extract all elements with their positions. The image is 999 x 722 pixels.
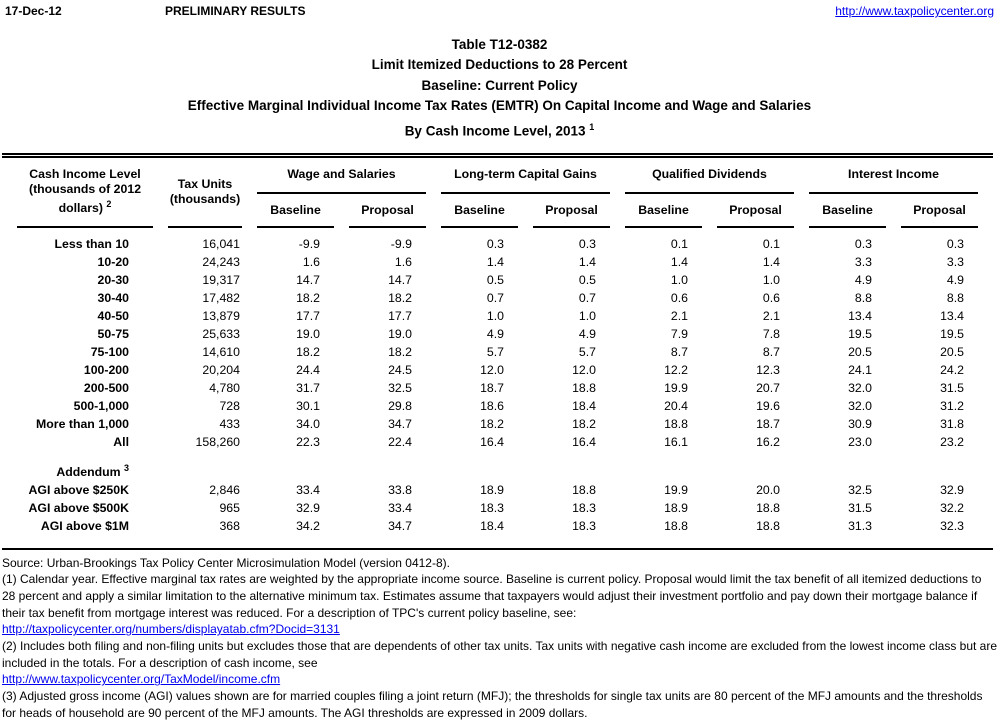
preliminary-results-label: PRELIMINARY RESULTS (165, 4, 306, 18)
value-cell: 12.3 (756, 362, 780, 377)
value-cell: 18.9 (480, 482, 504, 497)
value-cell: 18.2 (296, 290, 320, 305)
value-cell: 18.2 (388, 344, 412, 359)
spacer-row (17, 535, 978, 548)
value-cell: 20.0 (756, 482, 780, 497)
value-cell: 25,633 (202, 326, 240, 341)
value-cell: 12.2 (664, 362, 688, 377)
subheader-baseline: Baseline (257, 194, 334, 228)
value-cell: 16.4 (572, 434, 596, 449)
subheader-proposal: Proposal (901, 194, 978, 228)
value-cell: 728 (219, 398, 240, 413)
title-block (0, 35, 999, 142)
table-row (17, 325, 978, 343)
value-cell: 16.1 (664, 434, 688, 449)
row-label: 50-75 (97, 326, 129, 341)
value-cell: 8.8 (946, 290, 964, 305)
value-cell: 31.5 (940, 380, 964, 395)
value-cell: 24.5 (388, 362, 412, 377)
value-cell: 14.7 (388, 272, 412, 287)
value-cell: 0.7 (578, 290, 596, 305)
value-cell: 4,780 (209, 380, 240, 395)
row-label: AGI above $500K (28, 500, 129, 515)
value-cell: 7.8 (762, 326, 780, 341)
value-cell: 18.2 (388, 290, 412, 305)
table-row (17, 343, 978, 361)
value-cell: 0.6 (762, 290, 780, 305)
group-header-capital-gains: Long-term Capital Gains (441, 158, 610, 194)
value-cell: 18.8 (572, 380, 596, 395)
value-cell: 18.2 (480, 416, 504, 431)
group-header-qualified-dividends: Qualified Dividends (625, 158, 794, 194)
value-cell: 3.3 (946, 254, 964, 269)
value-cell: 19.9 (664, 482, 688, 497)
value-cell: 2.1 (762, 308, 780, 323)
footnote-1: (1) Calendar year. Effective marginal tax rates are weighted by the appropriate income source. Baseline is current policy. Proposal would limit the tax benefit of all itemized deductions to 28 percent and apply a similar limitation to the alternative minimum tax. Estimates assume that taxpayers would adjust their investment portfolio and pay down their mortgage balance if their tax benefit from mortgage interest was reduced. For a description of TPC's current policy baseline, see: (2, 572, 982, 620)
source-note: Source: Urban-Brookings Tax Policy Center Microsimulation Model (version 0412-8). (2, 555, 450, 570)
value-cell: 31.8 (940, 416, 964, 431)
value-cell: 0.5 (578, 272, 596, 287)
value-cell: 18.4 (572, 398, 596, 413)
value-cell: 32.2 (940, 500, 964, 515)
table-row (17, 481, 978, 499)
value-cell: 2.1 (670, 308, 688, 323)
row-label: 500-1,000 (73, 398, 129, 413)
value-cell: 19.9 (664, 380, 688, 395)
value-cell: 433 (219, 416, 240, 431)
value-cell: 34.2 (296, 518, 320, 533)
value-cell: 18.8 (756, 518, 780, 533)
value-cell: 2,846 (209, 482, 240, 497)
value-cell: 368 (219, 518, 240, 533)
value-cell: 24.2 (940, 362, 964, 377)
sub-header-row (17, 194, 978, 228)
cash-income-description-link[interactable]: http://www.taxpolicycenter.org/TaxModel/income.cfm (2, 672, 281, 687)
value-cell: -9.9 (298, 236, 320, 251)
value-cell: 965 (219, 500, 240, 515)
value-cell: 18.3 (480, 500, 504, 515)
value-cell: 0.1 (670, 236, 688, 251)
value-cell: 23.2 (940, 434, 964, 449)
value-cell: 30.1 (296, 398, 320, 413)
value-cell: 1.4 (486, 254, 504, 269)
table-row (17, 235, 978, 253)
value-cell: 12.0 (572, 362, 596, 377)
group-header-row (17, 158, 978, 194)
value-cell: 0.7 (486, 290, 504, 305)
col-header-tax-units: Tax Units (thousands) (168, 158, 242, 228)
row-label: AGI above $250K (28, 482, 129, 497)
value-cell: 0.5 (486, 272, 504, 287)
value-cell: 0.3 (946, 236, 964, 251)
addendum-label: Addendum $^3$ (56, 463, 129, 480)
footnote-ref-1: 1 (589, 121, 595, 132)
value-cell: 8.8 (854, 290, 872, 305)
group-header-interest-income: Interest Income (809, 158, 978, 194)
value-cell: 24,243 (202, 254, 240, 269)
value-cell: 12.0 (480, 362, 504, 377)
value-cell: 19.5 (940, 326, 964, 341)
row-label: 100-200 (83, 362, 129, 377)
value-cell: 14.7 (296, 272, 320, 287)
value-cell: 18.3 (572, 500, 596, 515)
value-cell: 31.7 (296, 380, 320, 395)
value-cell: 32.9 (940, 482, 964, 497)
baseline-description-link[interactable]: http://taxpolicycenter.org/numbers/displayatab.cfm?Docid=3131 (2, 622, 340, 637)
value-cell: 158,260 (195, 434, 240, 449)
value-cell: 13.4 (848, 308, 872, 323)
title-baseline: Baseline: Current Policy (421, 77, 578, 93)
row-label: 75-100 (90, 344, 129, 359)
row-label: All (113, 434, 129, 449)
value-cell: -9.9 (390, 236, 412, 251)
value-cell: 1.4 (578, 254, 596, 269)
value-cell: 0.3 (578, 236, 596, 251)
subheader-baseline: Baseline (809, 194, 886, 228)
value-cell: 4.9 (486, 326, 504, 341)
value-cell: 18.9 (664, 500, 688, 515)
value-cell: 32.9 (296, 500, 320, 515)
top-bar (0, 0, 999, 18)
table-row (17, 253, 978, 271)
value-cell: 0.3 (854, 236, 872, 251)
value-cell: 16.4 (480, 434, 504, 449)
value-cell: 4.9 (854, 272, 872, 287)
row-label: AGI above $1M (40, 518, 129, 533)
value-cell: 20.7 (756, 380, 780, 395)
table-row (17, 517, 978, 535)
title-by-level: By Cash Income Level, 2013 $^1$ (404, 121, 595, 139)
value-cell: 1.0 (762, 272, 780, 287)
value-cell: 1.6 (302, 254, 320, 269)
value-cell: 20.4 (664, 398, 688, 413)
spacer-row (17, 228, 978, 235)
table-row (17, 499, 978, 517)
value-cell: 33.4 (296, 482, 320, 497)
value-cell: 20,204 (202, 362, 240, 377)
value-cell: 18.8 (756, 500, 780, 515)
value-cell: 16.2 (756, 434, 780, 449)
footnote-2: (2) Includes both filing and non-filing units but excludes those that are dependents of other tax units. Tax units with negative cash income are excluded from the lowest income class but are included in the totals. For a description of cash income, see (2, 639, 998, 670)
value-cell: 1.0 (578, 308, 596, 323)
footnote-ref-3: 3 (123, 463, 129, 474)
value-cell: 17,482 (202, 290, 240, 305)
value-cell: 22.4 (388, 434, 412, 449)
value-cell: 13.4 (940, 308, 964, 323)
value-cell: 18.2 (296, 344, 320, 359)
value-cell: 19.6 (756, 398, 780, 413)
row-label: Less than 10 (54, 236, 129, 251)
value-cell: 4.9 (946, 272, 964, 287)
value-cell: 1.4 (762, 254, 780, 269)
value-cell: 32.0 (848, 398, 872, 413)
value-cell: 18.8 (664, 518, 688, 533)
value-cell: 17.7 (388, 308, 412, 323)
value-cell: 13,879 (202, 308, 240, 323)
value-cell: 18.3 (572, 518, 596, 533)
table-row-all (17, 433, 978, 451)
value-cell: 29.8 (388, 398, 412, 413)
value-cell: 8.7 (670, 344, 688, 359)
value-cell: 14,610 (202, 344, 240, 359)
table-row (17, 379, 978, 397)
subheader-proposal: Proposal (533, 194, 610, 228)
value-cell: 18.7 (756, 416, 780, 431)
value-cell: 23.0 (848, 434, 872, 449)
group-header-wage-salaries: Wage and Salaries (257, 158, 426, 194)
footnote-3: (3) Adjusted gross income (AGI) values shown are for married couples filing a joint return (MFJ); the thresholds for single tax units are 80 percent of the MFJ amounts and the thresholds for heads of household are 90 percent of the MFJ amounts. The AGI thresholds are expressed in 2009 dollars. (2, 689, 983, 720)
subheader-proposal: Proposal (349, 194, 426, 228)
emtr-table (2, 153, 993, 550)
subheader-baseline: Baseline (441, 194, 518, 228)
value-cell: 20.5 (940, 344, 964, 359)
value-cell: 34.0 (296, 416, 320, 431)
table-row (17, 397, 978, 415)
table-row (17, 271, 978, 289)
table-row (17, 307, 978, 325)
value-cell: 18.2 (572, 416, 596, 431)
row-label: More than 1,000 (36, 416, 129, 431)
value-cell: 1.0 (486, 308, 504, 323)
footnote-ref-2: 2 (106, 198, 112, 209)
table-row (17, 361, 978, 379)
value-cell: 0.6 (670, 290, 688, 305)
value-cell: 32.0 (848, 380, 872, 395)
subheader-proposal: Proposal (717, 194, 794, 228)
row-label: 10-20 (97, 254, 129, 269)
value-cell: 16,041 (202, 236, 240, 251)
row-label: 200-500 (83, 380, 129, 395)
value-cell: 20.5 (848, 344, 872, 359)
row-label: 30-40 (97, 290, 129, 305)
value-cell: 30.9 (848, 416, 872, 431)
value-cell: 33.8 (388, 482, 412, 497)
row-label: 20-30 (97, 272, 129, 287)
table-row (17, 289, 978, 307)
report-date: 17-Dec-12 (5, 4, 62, 18)
value-cell: 1.6 (394, 254, 412, 269)
footnotes (2, 555, 997, 722)
value-cell: 18.7 (480, 380, 504, 395)
value-cell: 3.3 (854, 254, 872, 269)
addendum-header-row (17, 463, 978, 481)
value-cell: 0.1 (762, 236, 780, 251)
subheader-baseline: Baseline (625, 194, 702, 228)
value-cell: 1.0 (670, 272, 688, 287)
value-cell: 32.5 (388, 380, 412, 395)
value-cell: 31.5 (848, 500, 872, 515)
table-number: Table T12-0382 (451, 37, 548, 52)
value-cell: 1.4 (670, 254, 688, 269)
value-cell: 18.4 (480, 518, 504, 533)
value-cell: 19.0 (388, 326, 412, 341)
value-cell: 4.9 (578, 326, 596, 341)
col-header-cash-income: Cash Income Level (thousands of 2012 dollars) $^2$ (17, 158, 153, 228)
value-cell: 5.7 (486, 344, 504, 359)
title-policy: Limit Itemized Deductions to 28 Percent (371, 57, 628, 73)
value-cell: 32.3 (940, 518, 964, 533)
value-cell: 0.3 (486, 236, 504, 251)
value-cell: 24.1 (848, 362, 872, 377)
taxpolicycenter-link[interactable]: http://www.taxpolicycenter.org (835, 4, 994, 18)
value-cell: 5.7 (578, 344, 596, 359)
table-row (17, 415, 978, 433)
value-cell: 18.8 (572, 482, 596, 497)
value-cell: 33.4 (388, 500, 412, 515)
value-cell: 34.7 (388, 518, 412, 533)
value-cell: 18.6 (480, 398, 504, 413)
value-cell: 31.3 (848, 518, 872, 533)
value-cell: 19,317 (202, 272, 240, 287)
value-cell: 32.5 (848, 482, 872, 497)
value-cell: 34.7 (388, 416, 412, 431)
value-cell: 22.3 (296, 434, 320, 449)
row-label: 40-50 (97, 308, 129, 323)
value-cell: 31.2 (940, 398, 964, 413)
title-measure: Effective Marginal Individual Income Tax Rates (EMTR) On Capital Income and Wage and Salaries (187, 98, 812, 114)
spacer-row (17, 451, 978, 463)
value-cell: 24.4 (296, 362, 320, 377)
value-cell: 19.0 (296, 326, 320, 341)
value-cell: 19.5 (848, 326, 872, 341)
value-cell: 8.7 (762, 344, 780, 359)
value-cell: 17.7 (296, 308, 320, 323)
value-cell: 18.8 (664, 416, 688, 431)
value-cell: 7.9 (670, 326, 688, 341)
